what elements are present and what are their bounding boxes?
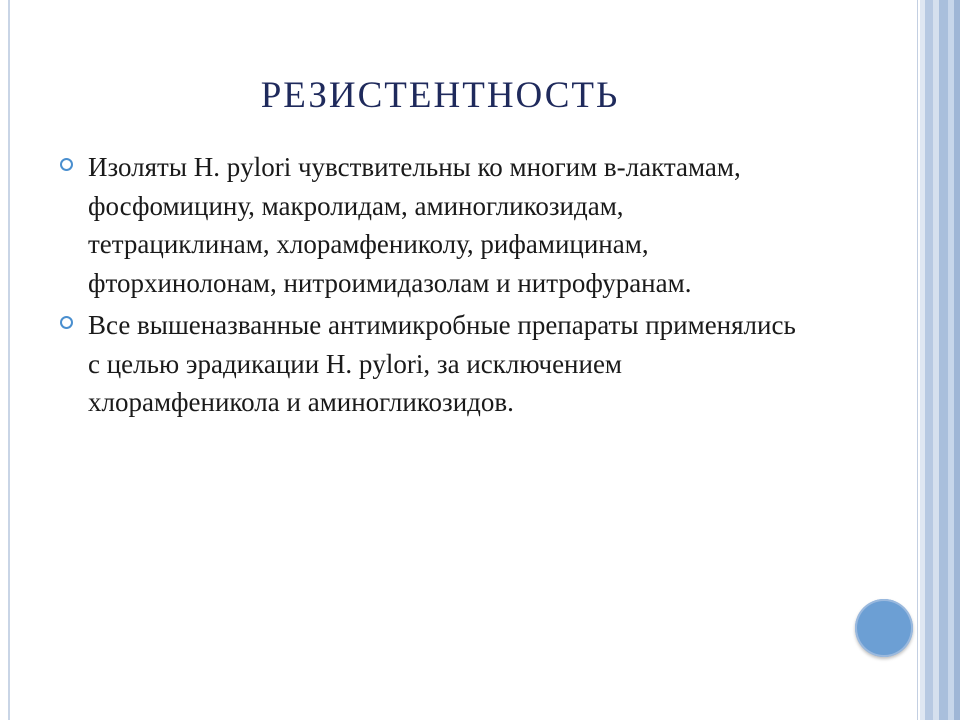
bullet-item <box>60 148 800 302</box>
stripe <box>939 0 948 720</box>
decorative-circle-icon <box>855 599 913 657</box>
bullet-list <box>60 148 800 426</box>
stripe <box>925 0 933 720</box>
ring-bullet-icon <box>60 316 73 329</box>
bullet-item <box>60 306 800 422</box>
ring-bullet-icon <box>60 158 73 171</box>
slide-title: РЕЗИСТЕНТНОСТЬ <box>260 75 620 116</box>
decorative-stripes <box>920 0 960 720</box>
bullet-text: Все вышеназванные антимикробные препараты применялись с целью эрадикации H. pylori, за исключением хлорамфеникола и аминогликозидов. <box>88 310 796 417</box>
stripe <box>954 0 960 720</box>
bullet-text: Изоляты H. pylori чувствительны ко многим в-лактамам, фосфомицину, макролидам, аминогликозидам, тетрациклинам, хлорамфениколу, рифамицинам, фторхинолонам, нитроимидазолам и нитрофуранам. <box>88 152 741 298</box>
right-frame-line <box>917 0 918 720</box>
